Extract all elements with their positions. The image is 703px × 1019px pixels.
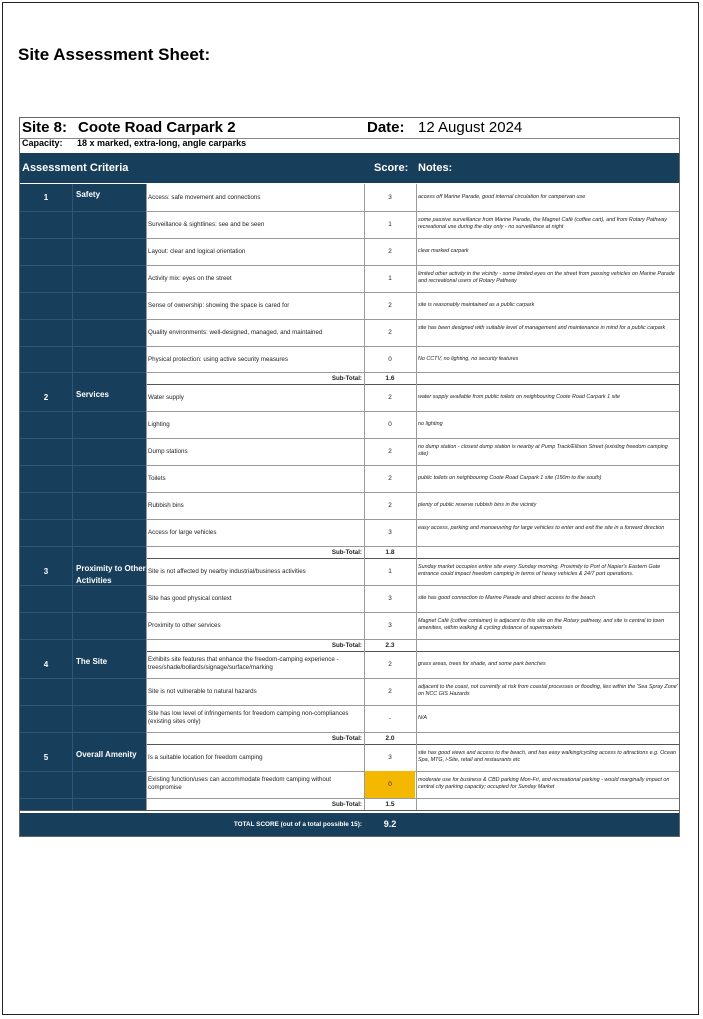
note-text: site has been designed with suitable level of management and maintenance in mind for a public carpark [418, 325, 666, 331]
score-value: 2 [388, 475, 392, 482]
criterion-text: Lighting [148, 421, 170, 428]
notes-column-header: Notes: [418, 162, 453, 174]
row-divider [146, 585, 679, 586]
criterion-text: Site is not vulnerable to natural hazards [148, 688, 257, 695]
divider [416, 558, 417, 651]
score-value: 0 [388, 356, 392, 363]
subtotal-label: Sub-Total: [331, 642, 362, 649]
site-label: Site 8: [22, 119, 68, 136]
section-title: Safety [76, 190, 101, 199]
subtotal-value: 1.8 [385, 549, 395, 556]
divider [364, 384, 365, 558]
note-text: adjacent to the coast, not currently at risk from coastal processes or flooding, lies within the 'Sea Spray Zone' on NCC GIS Hazards [418, 684, 678, 697]
score-value: 3 [388, 529, 392, 536]
section-title: The Site [76, 657, 108, 666]
divider [146, 744, 147, 810]
score-value: 2 [388, 248, 392, 255]
criterion-text: Site has good physical context [148, 595, 232, 602]
section-divider [20, 810, 679, 811]
criterion-text: Site is not affected by nearby industrial/business activities [148, 568, 306, 575]
row-divider [146, 265, 679, 266]
divider [20, 211, 146, 212]
note-text: clear marked carpark [418, 248, 469, 254]
score-value: 2 [388, 302, 392, 309]
divider [20, 798, 146, 799]
divider [20, 265, 146, 266]
score-value: 1 [388, 568, 392, 575]
divider [416, 184, 417, 384]
divider [364, 651, 365, 744]
divider [364, 558, 365, 651]
section-number: 2 [43, 393, 49, 402]
date-value: 12 August 2024 [418, 119, 523, 136]
score-value: 3 [388, 595, 392, 602]
divider [20, 346, 146, 347]
section-number: 1 [43, 193, 49, 202]
subtotal-label: Sub-Total: [331, 549, 362, 556]
score-value: 2 [388, 688, 392, 695]
row-divider [146, 411, 679, 412]
page-heading: Site Assessment Sheet: [18, 45, 211, 64]
divider [72, 744, 73, 810]
note-text: No CCTV, no lighting, no security features [418, 356, 519, 362]
divider [72, 184, 73, 384]
divider [20, 238, 146, 239]
date-label: Date: [367, 119, 405, 136]
section-number: 3 [43, 567, 49, 576]
criterion-text: Is a suitable location for freedom camping [148, 754, 263, 761]
criterion-text: Sense of ownership: showing the space is cared for [148, 302, 290, 309]
section-title: Proximity to Other Activities [76, 564, 146, 585]
divider [72, 558, 73, 651]
score-value: - [388, 715, 392, 722]
subtotal-value: 1.6 [385, 375, 395, 382]
note-text: limited other activity in the vicinity - some limited eyes on the street from passing vehicles on Marine Parade and recreational users of Rotary Pathway [418, 271, 675, 284]
note-text: Magnet Café (coffee container) is adjacent to this site on the Rotary pathway, and site is central to town amenities, within walking & cycling distance of supermarkets [418, 618, 665, 631]
row-divider [146, 732, 679, 733]
divider [20, 585, 146, 586]
section-number: 4 [43, 660, 49, 669]
criterion-text: Activity mix: eyes on the street [148, 275, 232, 282]
criterion-text: Access: safe movement and connections [148, 194, 261, 201]
criterion-text: Quality environments: well-designed, managed, and maintained [148, 329, 323, 336]
divider [416, 744, 417, 810]
criterion-text: Rubbish bins [148, 502, 184, 509]
row-divider [146, 438, 679, 439]
note-text: N/A [418, 715, 427, 721]
score-value: 2 [388, 394, 392, 401]
score-column-header: Score: [374, 162, 409, 174]
note-text: grass areas, trees for shade, and some park benches [418, 661, 546, 667]
row-divider [146, 372, 679, 373]
row-divider [146, 319, 679, 320]
score-value: 3 [388, 754, 392, 761]
score-value: 0 [388, 781, 392, 788]
divider [72, 651, 73, 744]
divider [20, 732, 146, 733]
site-header-row [20, 118, 679, 138]
divider [20, 546, 146, 547]
divider [146, 184, 147, 384]
row-divider [146, 492, 679, 493]
criterion-text: Toilets [148, 475, 166, 482]
row-divider [146, 519, 679, 520]
score-value: 2 [388, 329, 392, 336]
section-navy-block [20, 184, 146, 384]
row-divider [146, 639, 679, 640]
criterion-text: Surveillance & sightlines: see and be seen [148, 221, 265, 228]
divider [364, 744, 365, 810]
divider [20, 771, 146, 772]
site-name: Coote Road Carpark 2 [78, 119, 236, 136]
capacity-row [20, 138, 679, 152]
divider [20, 372, 146, 373]
score-value: 1 [388, 221, 392, 228]
row-divider [146, 346, 679, 347]
note-text: no dump station - closest dump station is nearby at Pump Track/Ellison Street (existing freedom camping site) [418, 444, 668, 457]
note-text: plenty of public reserve rubbish bins in the vicinity [418, 502, 537, 508]
divider [20, 319, 146, 320]
section-title: Services [76, 390, 109, 399]
note-text: easy access, parking and manoeuvring for large vehicles to enter and exit the site in a forward direction [418, 525, 665, 531]
divider [416, 384, 417, 558]
row-divider [146, 292, 679, 293]
divider [146, 651, 147, 744]
divider [20, 612, 146, 613]
capacity-label: Capacity: [22, 138, 63, 148]
row-divider [146, 798, 679, 799]
score-value: 3 [388, 194, 392, 201]
subtotal-label: Sub-Total: [331, 735, 362, 742]
note-text: public toilets on neighbouring Coote Road Carpark 1 site (150m to the south) [418, 475, 602, 481]
criterion-text: Access for large vehicles [148, 529, 217, 536]
divider [416, 651, 417, 744]
divider [364, 184, 365, 384]
divider [20, 292, 146, 293]
subtotal-label: Sub-Total: [331, 375, 362, 382]
section-title: Overall Amenity [76, 750, 137, 759]
criterion-text: Site has low level of infringements for freedom camping non-compliances (existing sites only) [148, 710, 349, 725]
row-divider [146, 465, 679, 466]
note-text: water supply available from public toilets on neighbouring Coote Road Carpark 1 site [418, 394, 620, 400]
note-text: site is reasonably maintained as a public carpark [418, 302, 535, 308]
divider [146, 384, 147, 558]
row-divider [146, 546, 679, 547]
criterion-text: Water supply [148, 394, 184, 401]
row-divider [146, 678, 679, 679]
note-text: site has good views and access to the beach, and has easy walking/cycling access to attractions e.g. Ocean Spa, MTG, i-Site, retail and restaurants etc [418, 750, 676, 763]
assessment-sheet [19, 117, 680, 837]
section-number: 5 [43, 753, 49, 762]
note-text: some passive surveillance from Marine Parade, the Magnet Café (coffee cart), and from Rotary Pathway recreational use during the day only - no surveillance at night [418, 217, 667, 230]
divider [20, 639, 146, 640]
row-divider [146, 238, 679, 239]
divider [20, 465, 146, 466]
score-value: 2 [388, 448, 392, 455]
column-header-row [20, 153, 679, 183]
subtotal-value: 1.5 [385, 801, 395, 808]
row-divider [146, 211, 679, 212]
note-text: access off Marine Parade, good internal circulation for campervan use [418, 194, 586, 200]
criterion-text: Dump stations [148, 448, 188, 455]
criterion-text: Layout: clear and logical orientation [148, 248, 246, 255]
divider [146, 558, 147, 651]
criterion-text: Proximity to other services [148, 622, 221, 629]
row-divider [146, 612, 679, 613]
total-label: TOTAL SCORE (out of a total possible 15): [233, 821, 362, 828]
criterion-text: Physical protection: using active security measures [148, 356, 288, 363]
note-text: moderate use for business & CBD parking Mon-Fri, and recreational parking - would marginally impact on central city parking capacity; occupied for Sunday Market [418, 777, 670, 790]
divider [20, 411, 146, 412]
note-text: no lighting [418, 421, 443, 427]
note-text: site has good connection to Marine Parade and direct access to the beach [418, 595, 596, 601]
criterion-text: Exhibits site features that enhance the freedom-camping experience - trees/shade/bollards/signage/surface/marking [148, 656, 339, 671]
total-row [20, 813, 679, 836]
subtotal-label: Sub-Total: [331, 801, 362, 808]
criterion-text: Existing function/uses can accommodate freedom camping without compromise [148, 776, 331, 791]
divider [20, 438, 146, 439]
criteria-column-header: Assessment Criteria [22, 162, 129, 174]
score-value: 1 [388, 275, 392, 282]
divider [20, 519, 146, 520]
score-value: 2 [388, 661, 392, 668]
total-value: 9.2 [383, 819, 397, 829]
divider [20, 705, 146, 706]
divider [20, 492, 146, 493]
subtotal-value: 2.0 [385, 735, 395, 742]
divider [20, 678, 146, 679]
score-value: 2 [388, 502, 392, 509]
score-value: 3 [388, 622, 392, 629]
capacity-value: 18 x marked, extra-long, angle carparks [77, 138, 247, 148]
score-value: 0 [388, 421, 392, 428]
note-text: Sunday market occupies entire site every Sunday morning. Proximity to Port of Napier's Eastern Gate entrance could impact freedom camping in terms of heavy vehicles & 24/7 port operations. [418, 564, 661, 577]
row-divider [146, 705, 679, 706]
subtotal-value: 2.3 [385, 642, 395, 649]
